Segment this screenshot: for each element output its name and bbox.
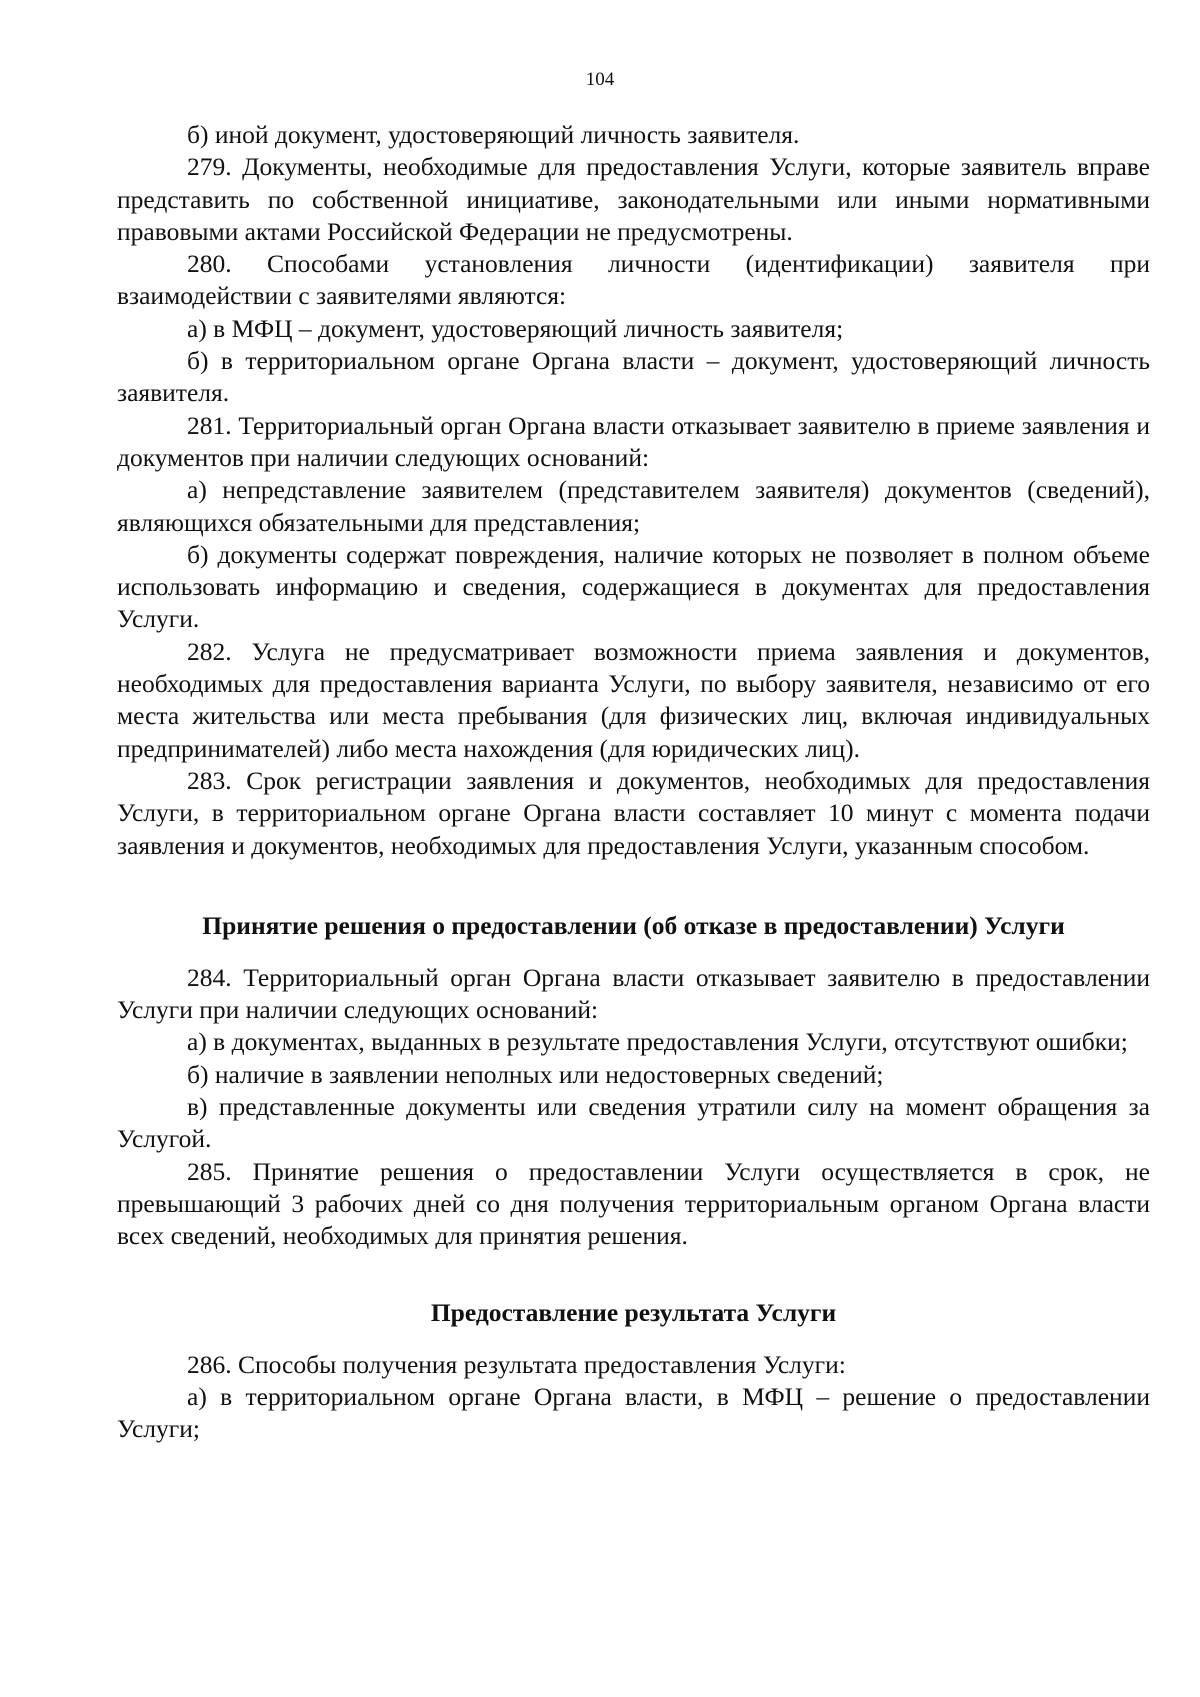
paragraph-282: 282. Услуга не предусматривает возможности приема заявления и документов, необходимых для предоставления варианта Услуги, по выбору заявителя, независимо от его места жительства или места пребывания (для физических лиц, включая индивидуальных предпринимателей) либо места нахождения (для юридических лиц). xyxy=(117,636,1150,763)
paragraph-284: 284. Территориальный орган Органа власти отказывает заявителю в предоставлении Услуги при наличии следующих оснований: xyxy=(117,962,1150,1025)
paragraph-286: 286. Способы получения результата предоставления Услуги: xyxy=(187,1349,846,1379)
paragraph-279: 279. Документы, необходимые для предоставления Услуги, которые заявитель вправе представить по собственной инициативе, законодательными или иными нормативными правовыми актами Российской Федерации не предусмотрены. xyxy=(117,152,1150,246)
paragraph-283: 283. Срок регистрации заявления и документов, необходимых для предоставления Услуги, в территориальном органе Органа власти составляет 10 минут с момента подачи заявления и документов, необходимых для предоставления Услуги, указанным способом. xyxy=(117,765,1150,860)
paragraph-281a: а) непредставление заявителем (представителем заявителя) документов (сведений), являющихся обязательными для представления; xyxy=(117,475,1150,537)
paragraph-284b: б) наличие в заявлении неполных или недостоверных сведений; xyxy=(187,1059,884,1089)
page-number: 104 xyxy=(585,69,615,90)
page-content xyxy=(117,119,1150,1445)
paragraph-285: 285. Принятие решения о предоставлении Услуги осуществляется в срок, не превышающий 3 рабочих дней со дня получения территориальным органом Органа власти всех сведений, необходимых для принятия решения. xyxy=(117,1156,1150,1251)
section-heading-result: Предоставление результата Услуги xyxy=(430,1297,837,1327)
paragraph-280b: б) в территориальном органе Органа власти – документ, удостоверяющий личность заявителя. xyxy=(117,346,1150,408)
paragraph-280a: а) в МФЦ – документ, удостоверяющий личность заявителя; xyxy=(187,313,844,343)
paragraph-281: 281. Территориальный орган Органа власти отказывает заявителю в приеме заявления и документов при наличии следующих оснований: xyxy=(117,410,1150,472)
paragraph-280: 280. Способами установления личности (идентификации) заявителя при взаимодействии с заявителями являются: xyxy=(117,249,1150,311)
paragraph-284c: в) представленные документы или сведения утратили силу на момент обращения за Услугой. xyxy=(117,1092,1150,1154)
paragraph-281b: б) документы содержат повреждения, наличие которых не позволяет в полном объеме использовать информацию и сведения, содержащиеся в документах для предоставления Услуги. xyxy=(117,539,1150,634)
paragraph-284a: а) в документах, выданных в результате предоставления Услуги, отсутствуют ошибки; xyxy=(187,1027,1128,1057)
paragraph-286a: а) в территориальном органе Органа власти, в МФЦ – решение о предоставлении Услуги; xyxy=(117,1381,1150,1444)
section-heading-decision: Принятие решения о предоставлении (об отказе в предоставлении) Услуги xyxy=(202,910,1065,940)
paragraph-278b: б) иной документ, удостоверяющий личность заявителя. xyxy=(187,120,800,149)
